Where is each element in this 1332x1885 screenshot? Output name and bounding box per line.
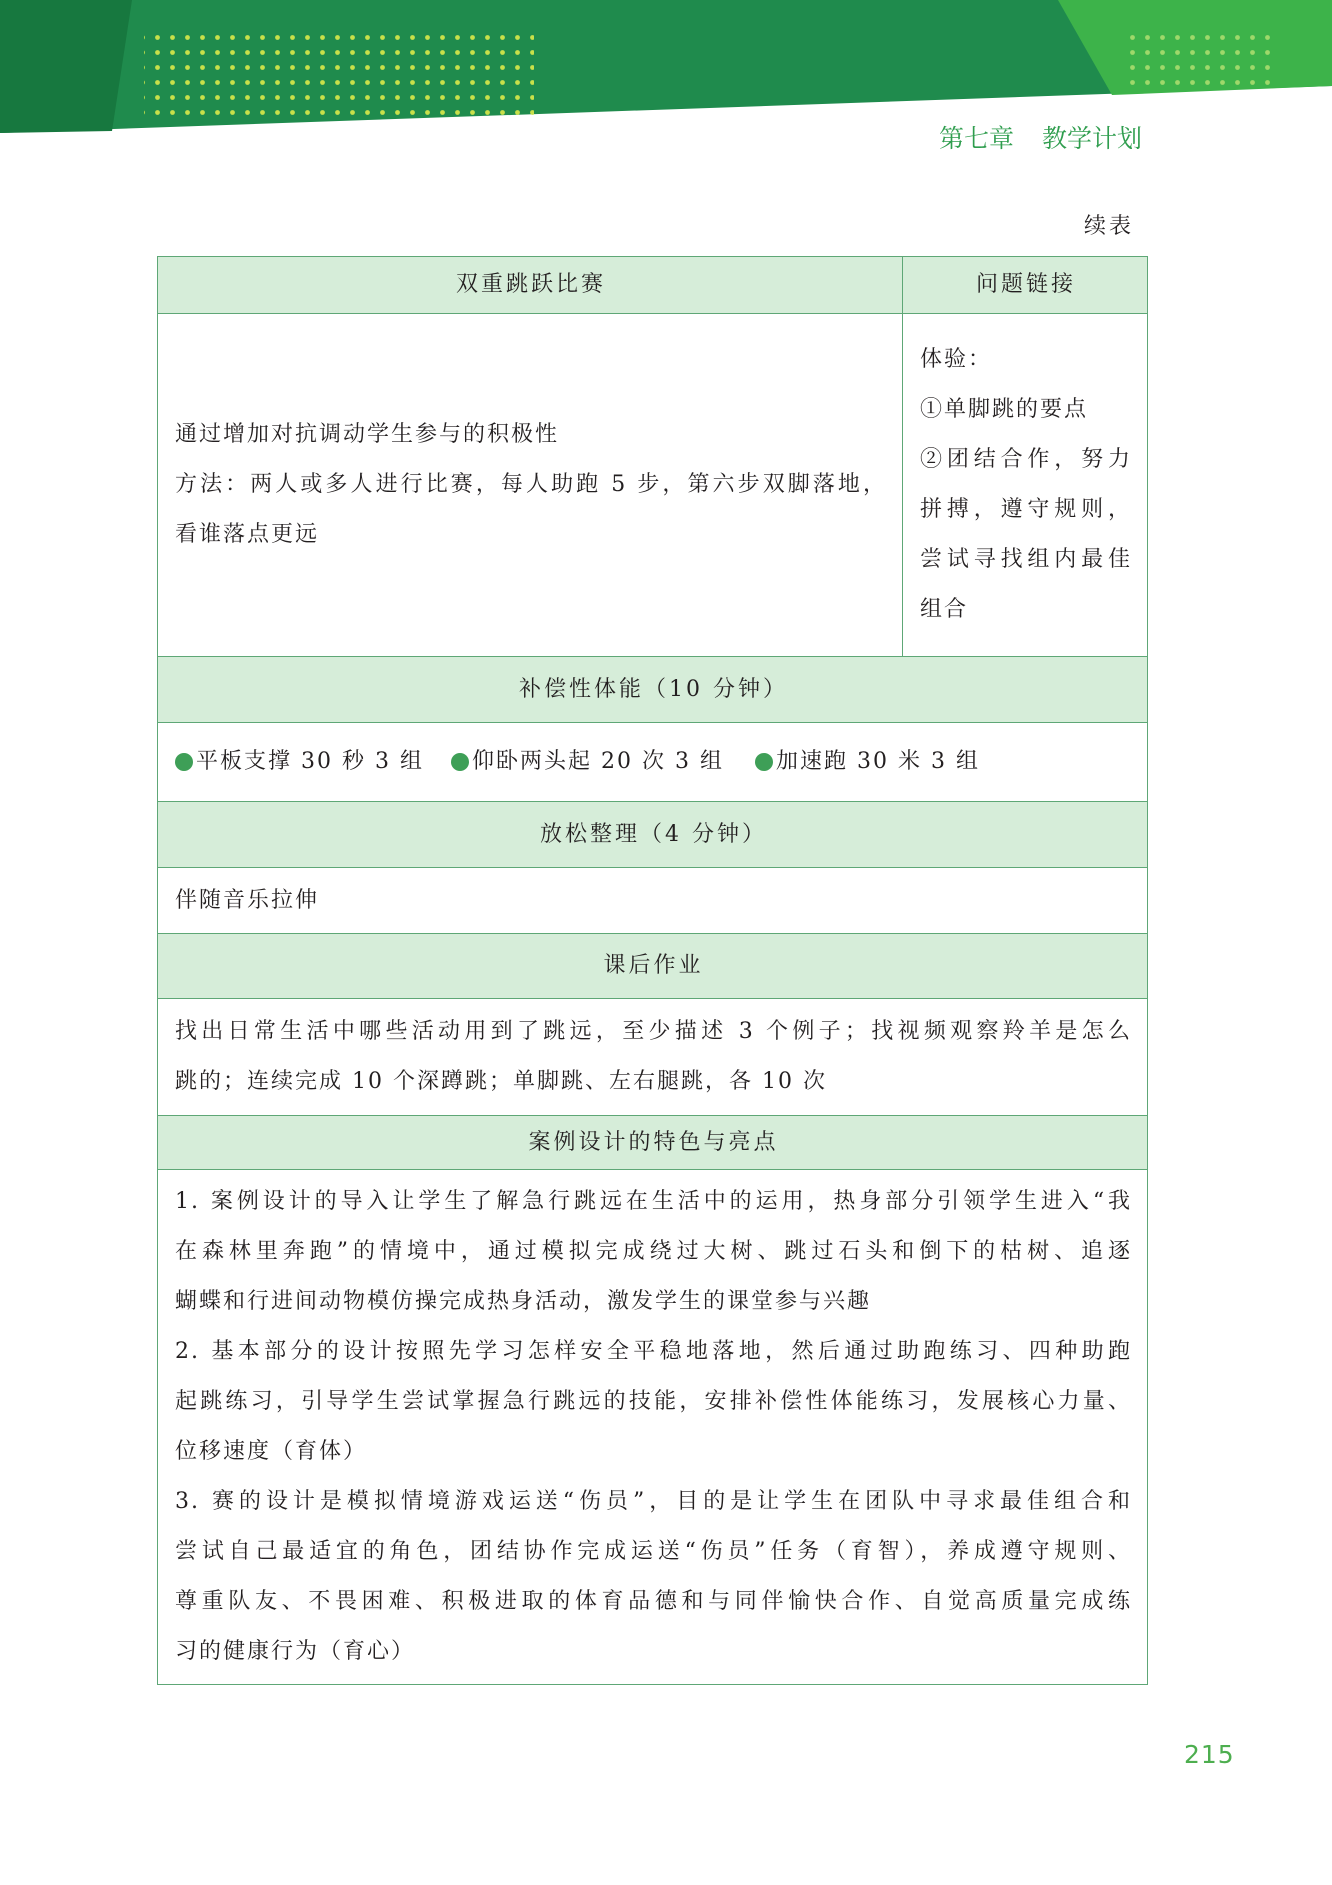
text-line: 伴随音乐拉伸 [175,887,320,913]
exercise-label: 仰卧两头起 20 次 3 组 [472,749,724,774]
text-line: 3. 赛的设计是模拟情境游戏运送“伤员”，目的是让学生在团队中寻求最佳组合和 [175,1489,1132,1514]
text-line: 体验： [920,347,993,372]
text-line: 蝴蝶和行进间动物模仿操完成热身活动，激发学生的课堂参与兴趣 [175,1289,872,1314]
table-row [158,257,1148,314]
compensation-content [158,723,1148,802]
text-line: 位移速度（育体） [175,1439,368,1464]
table-row [158,999,1148,1116]
text-line: 拼搏，遵守规则， [920,497,1132,522]
text-line: 看谁落点更远 [175,522,320,547]
cooldown-header: 放松整理（4 分钟） [158,802,1148,868]
text-line: ①单脚跳的要点 [920,397,1089,422]
text-line: 方法：两人或多人进行比赛，每人助跑 5 步，第六步双脚落地， [175,472,887,497]
header-dots-right [1126,30,1276,86]
exercise-label: 平板支撑 30 秒 3 组 [196,749,424,774]
table-row [158,1170,1148,1685]
compensation-header: 补偿性体能（10 分钟） [158,657,1148,723]
text-line: 组合 [920,597,969,622]
features-content [158,1170,1148,1685]
continued-table-label: 续表 [1084,214,1135,239]
list-item [755,747,980,777]
exercise-list [175,747,1132,777]
list-item [175,747,451,777]
table-row [158,802,1148,868]
table-row [158,657,1148,723]
text-line: 尝试自己最适宜的角色，团结协作完成运送“伤员”任务（育智），养成遵守规则、 [175,1539,1132,1564]
feature-paragraph [175,1327,1132,1477]
chapter-number: 第七章 [939,124,1015,153]
features-header: 案例设计的特色与亮点 [158,1116,1148,1170]
page-number: 215 [1184,1740,1235,1769]
table-row [158,1116,1148,1170]
text-line: 起跳练习，引导学生尝试掌握急行跳远的技能，安排补偿性体能练习，发展核心力量、 [175,1389,1132,1414]
activity-header: 双重跳跃比赛 [158,257,903,314]
bullet-icon [451,753,469,771]
header-dots-left [144,30,534,120]
chapter-title [939,124,1142,154]
lesson-plan-table [157,256,1148,1685]
homework-header: 课后作业 [158,934,1148,999]
table-row [158,314,1148,657]
activity-content [158,314,903,657]
text-line: 习的健康行为（育心） [175,1639,416,1664]
header-banner [0,0,1332,140]
bullet-icon [175,753,193,771]
text-line: ②团结合作，努力 [920,447,1132,472]
exercise-label: 加速跑 30 米 3 组 [776,749,980,774]
text-line: 通过增加对抗调动学生参与的积极性 [175,422,560,447]
table-row [158,723,1148,802]
feature-paragraph [175,1177,1132,1327]
feature-paragraph [175,1477,1132,1677]
question-link-header: 问题链接 [903,257,1148,314]
chapter-name: 教学计划 [1042,124,1143,153]
bullet-icon [755,753,773,771]
cooldown-content [158,868,1148,934]
question-link-content [903,314,1148,657]
text-line: 找出日常生活中哪些活动用到了跳远，至少描述 3 个例子；找视频观察羚羊是怎么 [175,1019,1132,1044]
homework-content [158,999,1148,1116]
table-row [158,868,1148,934]
text-line: 2. 基本部分的设计按照先学习怎样安全平稳地落地，然后通过助跑练习、四种助跑 [175,1339,1132,1364]
list-item [451,747,755,777]
table-row [158,934,1148,999]
text-line: 跳的；连续完成 10 个深蹲跳；单脚跳、左右腿跳，各 10 次 [175,1069,827,1094]
text-line: 尝试寻找组内最佳 [920,547,1132,572]
text-line: 尊重队友、不畏困难、积极进取的体育品德和与同伴愉快合作、自觉高质量完成练 [175,1589,1132,1614]
text-line: 在森林里奔跑”的情境中，通过模拟完成绕过大树、跳过石头和倒下的枯树、追逐 [175,1239,1132,1264]
text-line: 1. 案例设计的导入让学生了解急行跳远在生活中的运用，热身部分引领学生进入“我 [175,1189,1132,1214]
header-band-left-shade [0,0,132,133]
